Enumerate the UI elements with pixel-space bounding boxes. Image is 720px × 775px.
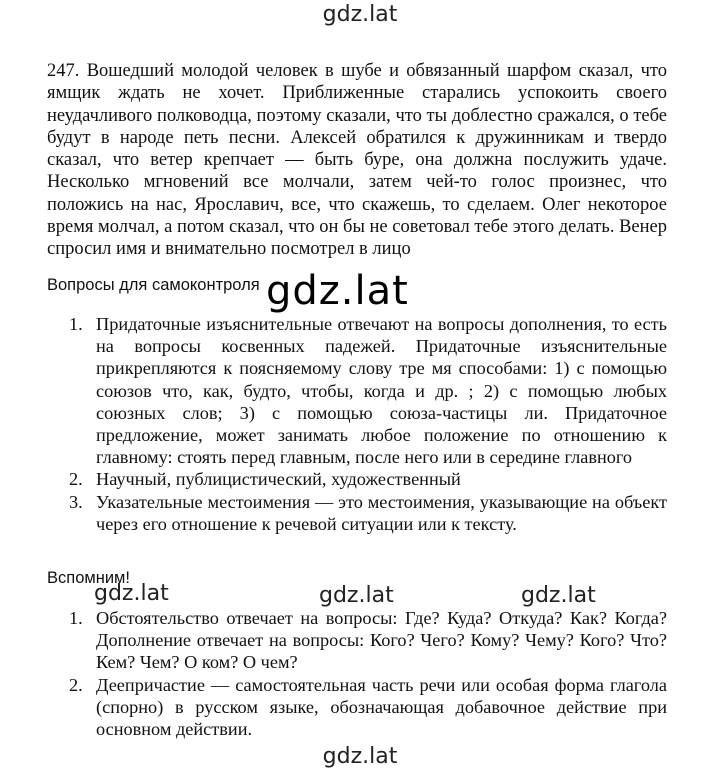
list-item xyxy=(47,491,667,535)
item-text: Обстоятельство отвечает на вопросы: Где? Куда? Откуда? Как? Когда? Дополнение отвечает на вопросы: Кого? Чего? Кому? Чему? Кого? Что? Кем? Чем? О ком? О чем? xyxy=(96,608,667,673)
item-number: 1. xyxy=(69,608,83,628)
list-item xyxy=(47,468,667,490)
watermark-large: gdz.lat xyxy=(266,268,409,314)
questions-heading: Вопросы для самоконтроля xyxy=(47,276,260,294)
list-item xyxy=(47,674,667,741)
watermark-right: gdz.lat xyxy=(521,583,596,608)
item-text: Деепричастие — самостоятельная часть речи или особая форма глагола (спорно) в русском языке, обозначающая добавочное действие при основном действии. xyxy=(96,674,667,740)
remember-list xyxy=(47,607,667,740)
item-text: Придаточные изъяснительные отвечают на вопросы дополнения, то есть на вопросы косвенных падежей. Придаточные изъяснительные прикрепляются к поясняемому слову тре мя способами: 1) с помощью союзов что, как, будто, чтобы, когда и др. ; 2) с помощью любых союзных слов; 3) с помощью союза-частицы ли. Придаточное предложение, может занимать любое положение по отношению к главному: стоять перед главным, после него или в середине главного xyxy=(96,314,667,468)
remember-heading: Вспомним! xyxy=(47,569,130,587)
questions-list xyxy=(47,313,667,535)
item-text: Указательные местоимения — это местоимения, указывающие на объект через его отношение к речевой ситуации или к тексту. xyxy=(96,491,667,534)
watermark-top: gdz.lat xyxy=(322,2,398,27)
item-number: 3. xyxy=(69,491,83,512)
item-text: Научный, публицистический, художественный xyxy=(96,469,461,490)
list-item xyxy=(47,607,667,674)
exercise-text: 247. Вошедший молодой человек в шубе и обвязанный шарфом сказал, что ямщик ждать не хочет. Приближенные старались успокоить своего неудачливого полководца, поэтому сказали, что ты доблестно сражался, о тебе будут в народе петь песни. Алексей обратился к дружинникам и твердо сказал, что ветер крепчает — быть буре, она должна послужить удаче. Несколько мгновений все молчали, затем чей-то голос произнес, что положись на нас, Ярославич, все, что скажешь, то сделаем. Олег некоторое время молчал, а потом сказал, что он бы не советовал тебе этого делать. Венер спросил имя и внимательно посмотрел в лицо xyxy=(47,61,667,260)
item-number: 2. xyxy=(69,674,83,695)
watermark-bottom: gdz.lat xyxy=(322,744,398,769)
list-item xyxy=(47,313,667,468)
item-number: 1. xyxy=(69,314,83,334)
watermark-left: gdz.lat xyxy=(94,581,169,606)
item-number: 2. xyxy=(69,469,83,490)
watermark-center: gdz.lat xyxy=(319,583,394,608)
